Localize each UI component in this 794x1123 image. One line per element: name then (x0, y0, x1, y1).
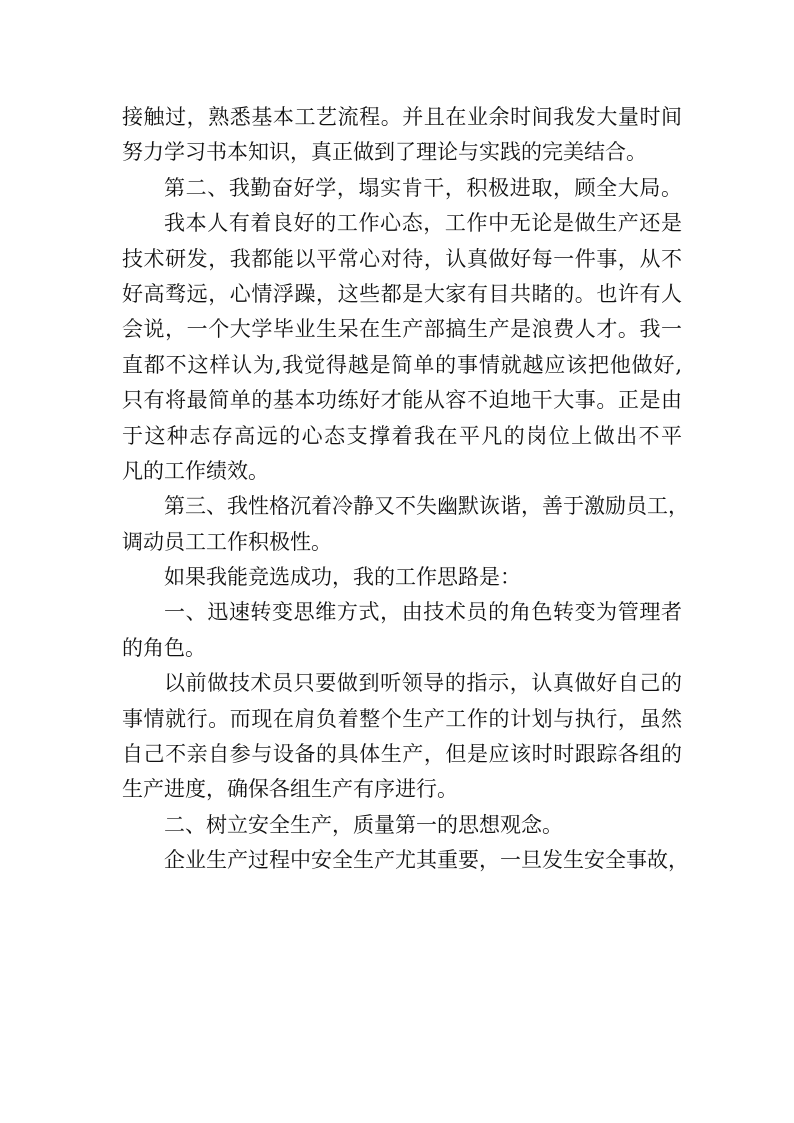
body-text (122, 100, 689, 879)
text-line: 的角色。 (122, 635, 206, 660)
text-line: 凡的工作绩效。 (122, 458, 269, 483)
text-line: 会说，一个大学毕业生呆在生产部搞生产是浪费人才。我一 (122, 317, 682, 342)
text-line: 企业生产过程中安全生产尤其重要，一旦发生安全事故， (164, 848, 689, 873)
text-line: 自己不亲自参与设备的具体生产，但是应该时时跟踪各组的 (122, 742, 682, 767)
text-line: 直都不这样认为,我觉得越是简单的事情就越应该把他做好, (122, 352, 682, 377)
text-line: 接触过，熟悉基本工艺流程。并且在业余时间我发大量时间 (122, 105, 682, 129)
text-line: 我本人有着良好的工作心态，工作中无论是做生产还是 (164, 211, 682, 236)
text-line: 二、树立安全生产，质量第一的思想观念。 (164, 812, 563, 837)
text-line: 如果我能竞选成功，我的工作思路是： (164, 565, 521, 590)
text-line: 调动员工工作积极性。 (122, 529, 332, 554)
text-line: 只有将最简单的基本功练好才能从容不迫地干大事。正是由 (122, 388, 682, 413)
text-line: 于这种志存高远的心态支撑着我在平凡的岗位上做出不平 (122, 423, 682, 448)
text-line: 以前做技术员只要做到听领导的指示，认真做好自己的 (164, 671, 682, 696)
text-line: 生产进度，确保各组生产有序进行。 (122, 777, 458, 802)
text-line: 第三、我性格沉着冷静又不失幽默诙谐，善于激励员工， (164, 494, 689, 519)
text-line: 努力学习书本知识，真正做到了理论与实践的完美结合。 (122, 140, 647, 165)
text-line: 技术研发，我都能以平常心对待，认真做好每一件事，从不 (122, 246, 682, 271)
text-line: 事情就行。而现在肩负着整个生产工作的计划与执行，虽然 (122, 706, 682, 731)
text-line: 一、迅速转变思维方式，由技术员的角色转变为管理者 (164, 600, 682, 625)
text-line: 第二、我勤奋好学，塌实肯干，积极进取，顾全大局。 (164, 175, 682, 200)
text-line: 好高骛远，心情浮躁，这些都是大家有目共睹的。也许有人 (122, 281, 682, 306)
